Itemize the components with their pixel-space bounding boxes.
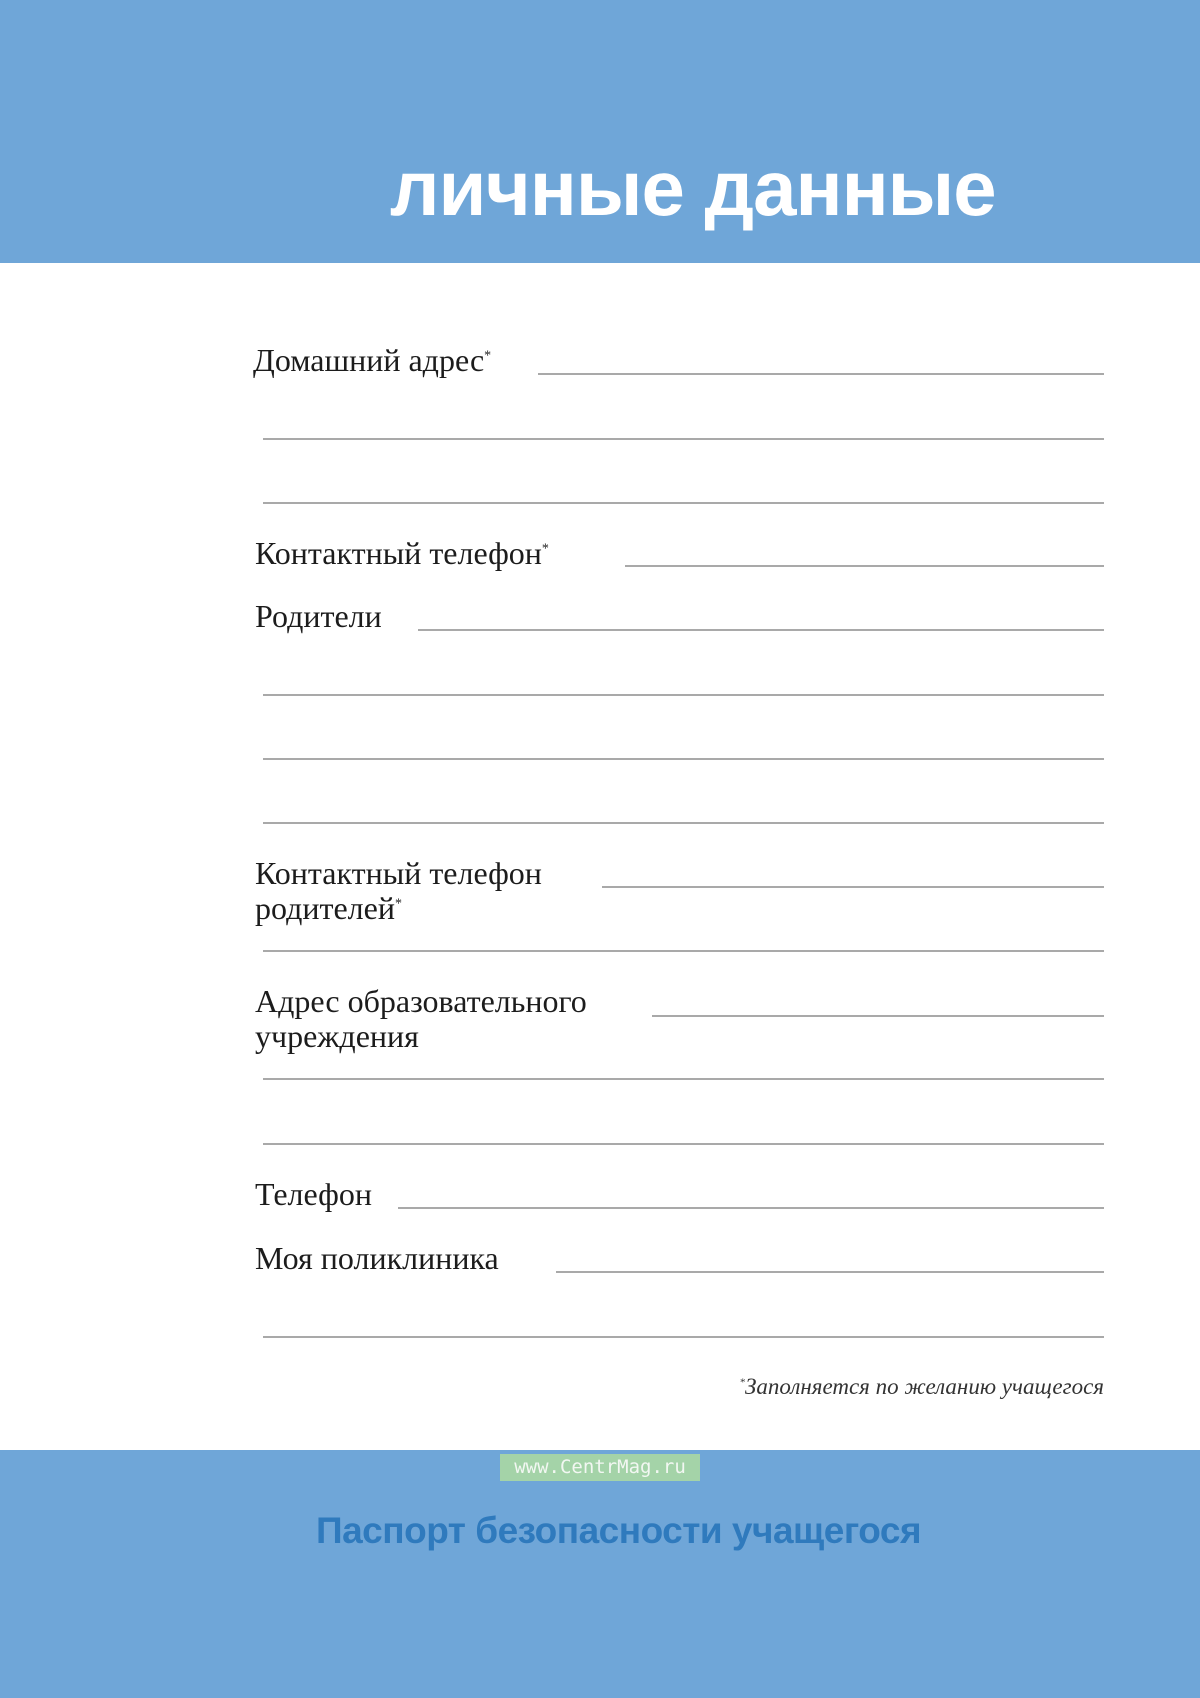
field-home-address-line-3[interactable]	[263, 502, 1104, 504]
field-parents-line-2[interactable]	[263, 694, 1104, 696]
header-band	[0, 0, 1200, 263]
label-school-address-cont: учреждения	[255, 1018, 419, 1054]
field-clinic[interactable]	[556, 1271, 1104, 1273]
label-parents-phone-cont: родителей*	[255, 890, 402, 926]
label-school-address: Адрес образовательного	[255, 983, 587, 1019]
label-contact-phone: Контактный телефон*	[255, 535, 549, 571]
field-school-address-line-2[interactable]	[263, 1078, 1104, 1080]
field-school-address-line-3[interactable]	[263, 1143, 1104, 1145]
watermark: www.CentrMag.ru	[500, 1454, 700, 1481]
field-school-address[interactable]	[652, 1015, 1104, 1017]
field-home-address[interactable]	[538, 373, 1104, 375]
label-home-address: Домашний адрес*	[253, 342, 492, 378]
field-phone[interactable]	[398, 1207, 1104, 1209]
field-parents[interactable]	[418, 629, 1104, 631]
field-parents-phone[interactable]	[602, 886, 1104, 888]
footnote	[740, 1374, 1104, 1400]
field-parents-line-3[interactable]	[263, 758, 1104, 760]
field-parents-line-4[interactable]	[263, 822, 1104, 824]
field-contact-phone[interactable]	[625, 565, 1104, 567]
footer-title: Паспорт безопасности учащегося	[316, 1510, 922, 1551]
footnote-text: Заполняется по желанию учащегося	[745, 1374, 1104, 1399]
label-parents: Родители	[255, 598, 382, 634]
page-title: личные данные	[390, 144, 996, 232]
label-phone: Телефон	[255, 1176, 372, 1212]
field-parents-phone-line-2[interactable]	[263, 950, 1104, 952]
footnote-mark: *	[739, 1376, 746, 1389]
label-parents-phone: Контактный телефон	[255, 855, 542, 891]
label-clinic: Моя поликлиника	[255, 1240, 499, 1276]
field-clinic-line-2[interactable]	[263, 1336, 1104, 1338]
footer-band	[0, 1450, 1200, 1698]
field-home-address-line-2[interactable]	[263, 438, 1104, 440]
